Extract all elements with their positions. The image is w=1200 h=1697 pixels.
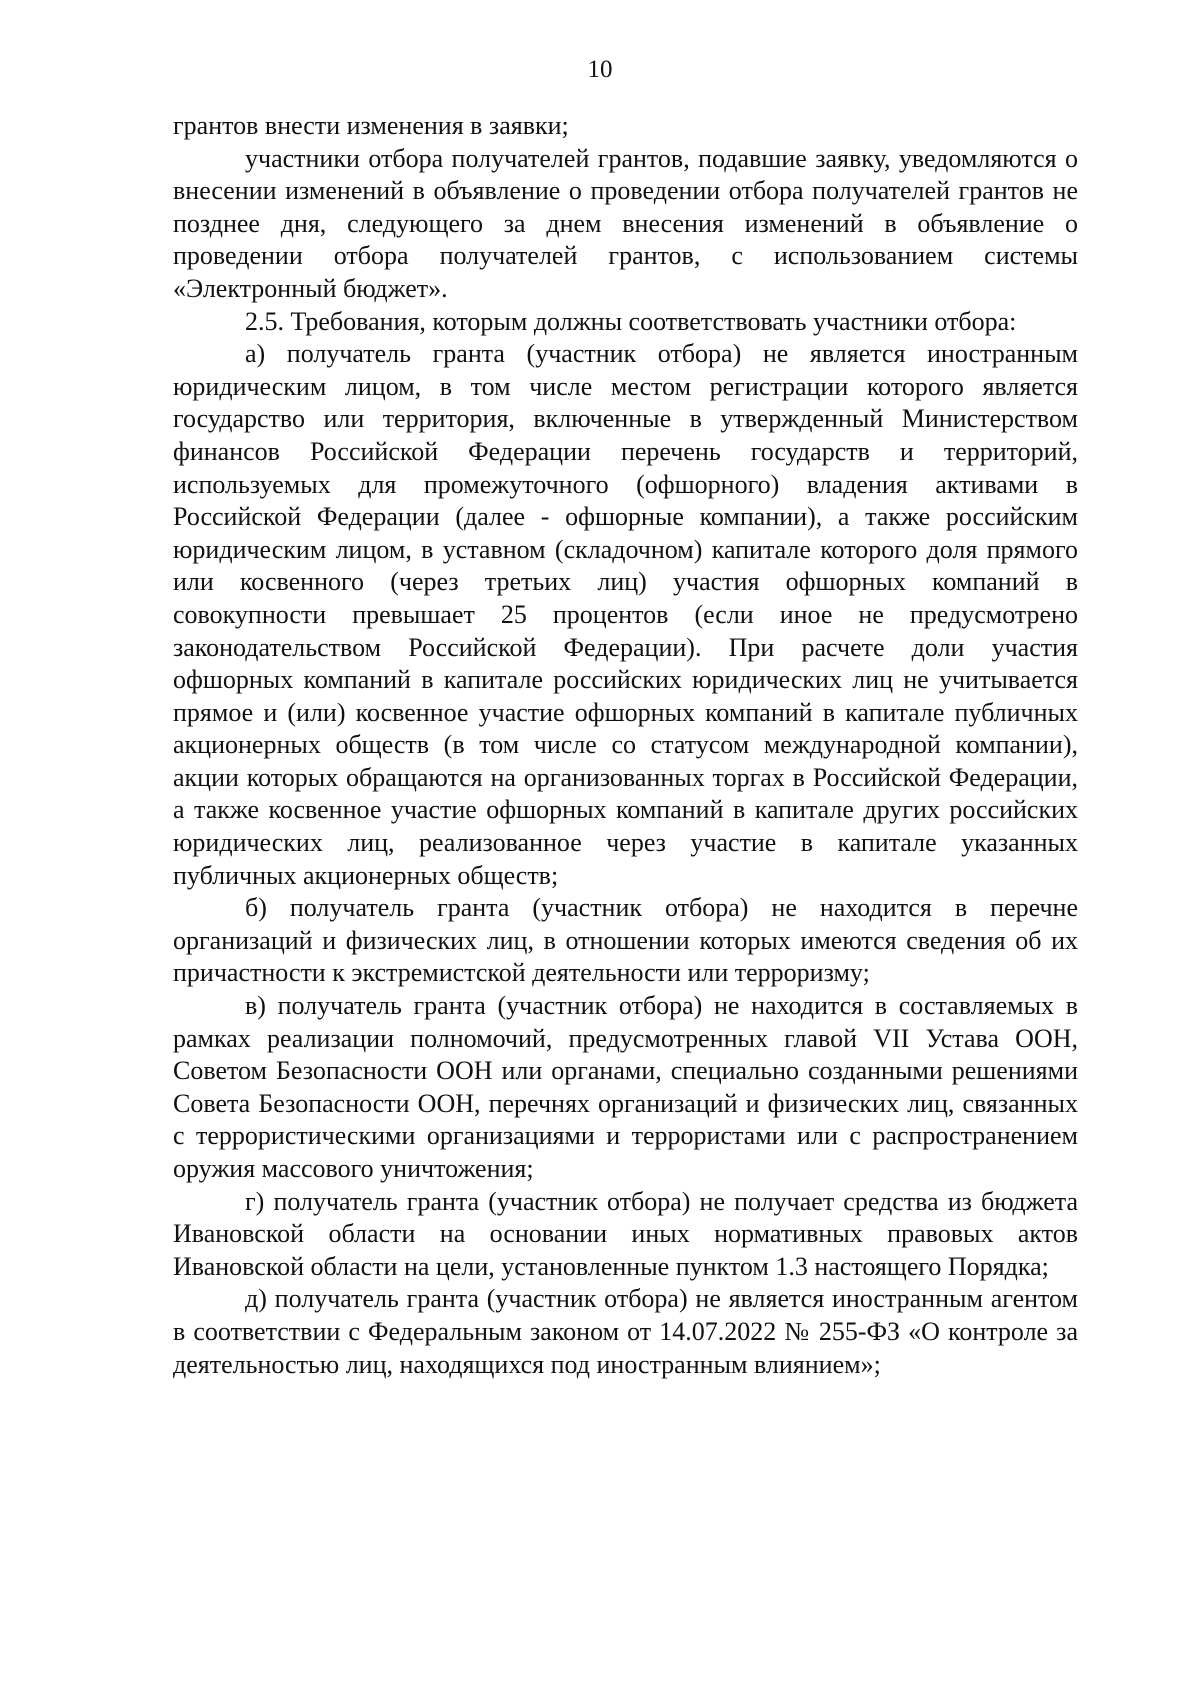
paragraph-continuation: грантов внести изменения в заявки;: [173, 111, 569, 140]
document-body: [173, 110, 1078, 1381]
page-number: 10: [587, 56, 613, 83]
paragraph-item-b: б) получатель гранта (участник отбора) не находится в перечне организаций и физических лиц, в отношении которых имеются сведения об их причастности к экстремистской деятельности или терроризму;: [173, 893, 1078, 988]
paragraph-section-2-5: 2.5. Требования, которым должны соответствовать участники отбора:: [245, 306, 1017, 336]
paragraph-item-v: в) получатель гранта (участник отбора) не находится в составляемых в рамках реализации полномочий, предусмотренных главой VII Устава ООН, Советом Безопасности ООН или органами, специально созданными решениями Совета Безопасности ООН, перечнях организаций и физических лиц, связанных с террористическими организациями и террористами или с распространением оружия массового уничтожения;: [173, 991, 1078, 1183]
paragraph-notification: участники отбора получателей грантов, подавшие заявку, уведомляются о внесении изменений в объявление о проведении отбора получателей грантов не позднее дня, следующего за днем внесения изменений в объявление о проведении отбора получателей грантов, с использованием системы «Электронный бюджет».: [173, 143, 1078, 303]
paragraph-item-a: а) получатель гранта (участник отбора) не является иностранным юридическим лицом, в том числе местом регистрации которого является государство или территория, включенные в утвержденный Министерством финансов Российской Федерации перечень государств и территорий, используемых для промежуточного (офшорного) владения активами в Российской Федерации (далее - офшорные компании), а также российским юридическим лицом, в уставном (складочном) капитале которого доля прямого или косвенного (через третьих лиц) участия офшорных компаний в совокупности превышает 25 процентов (если иное не предусмотрено законодательством Российской Федерации). При расчете доли участия офшорных компаний в капитале российских юридических лиц не учитывается прямое и (или) косвенное участие офшорных компаний в капитале публичных акционерных обществ (в том числе со статусом международной компании), акции которых обращаются на организованных торгах в Российской Федерации, а также косвенное участие офшорных компаний в капитале других российских юридических лиц, реализованное через участие в капитале указанных публичных акционерных обществ;: [173, 339, 1078, 890]
paragraph-item-d: д) получатель гранта (участник отбора) не является иностранным агентом в соответствии с Федеральным законом от 14.07.2022 № 255-ФЗ «О контроле за деятельностью лиц, находящихся под иностранным влиянием»;: [173, 1284, 1078, 1379]
paragraph-item-g: г) получатель гранта (участник отбора) не получает средства из бюджета Ивановской области на основании иных нормативных правовых актов Ивановской области на цели, установленные пунктом 1.3 настоящего Порядка;: [173, 1186, 1078, 1281]
